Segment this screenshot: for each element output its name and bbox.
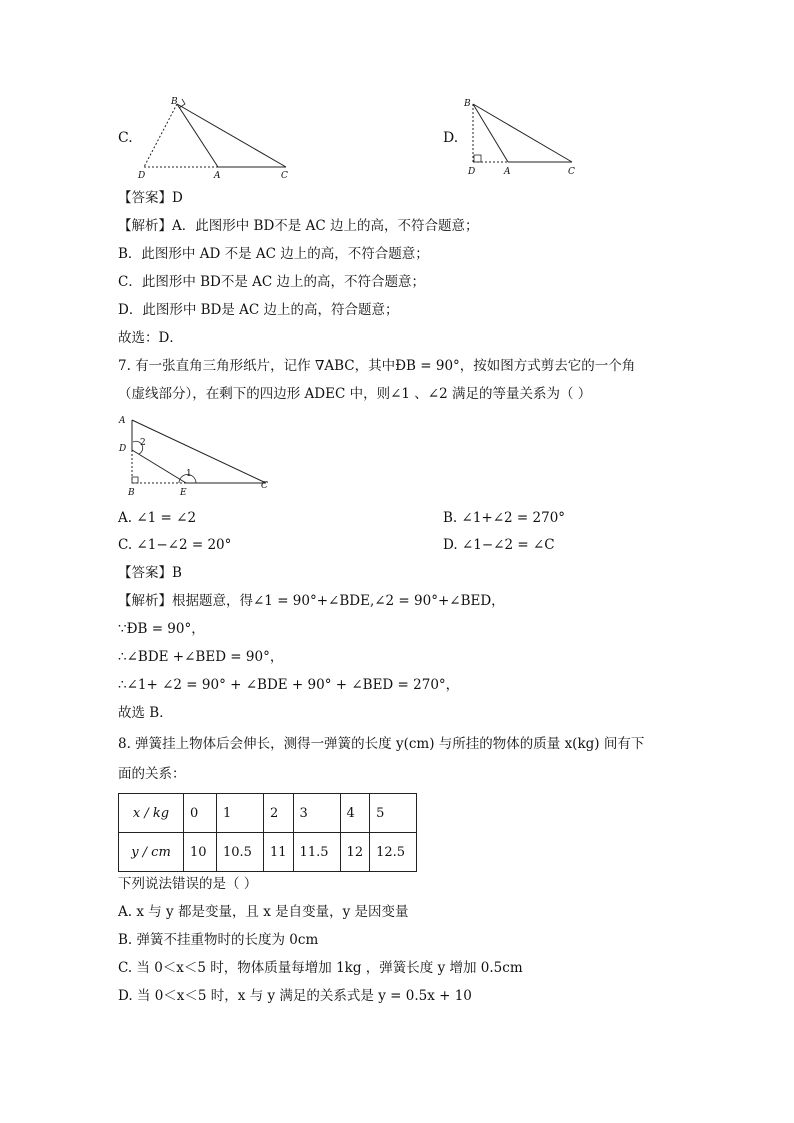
fig-d-point-b: B (464, 99, 471, 109)
q7-fig-point-d: D (119, 444, 127, 454)
table-row (119, 833, 417, 872)
q8-stem-line-1: 8. 弹簧挂上物体后会伸长，测得一弹簧的长度 y(cm) 与所挂的物体的质量 x(kg) 间有下 (118, 736, 645, 752)
table-cell: 10 (184, 833, 217, 872)
fig-c-point-d: D (138, 171, 146, 181)
q6-conclusion: 故选：D． (118, 330, 183, 346)
q6-answer: 【答案】D (118, 190, 183, 206)
table-cell: 10.5 (217, 833, 264, 872)
table-header-y: y / cm (119, 833, 184, 872)
q7-fig-point-e: E (180, 488, 187, 498)
q6-analysis-line-4: D．此图形中 BD是 AC 边上的高，符合题意； (118, 302, 399, 318)
option-d-label: D. (443, 130, 459, 146)
table-cell: 3 (293, 794, 340, 833)
figure-q7 (116, 412, 276, 500)
table-cell: 11 (264, 833, 294, 872)
q7-fig-angle-1: 1 (186, 469, 192, 479)
q8-option-d: D. 当 0＜x＜5 时，x 与 y 满足的关系式是 y = 0.5x + 10 (118, 988, 472, 1004)
q7-stem-line-2: （虚线部分），在剩下的四边形 ADEC 中，则∠1 、∠2 满足的等量关系为（ ） (118, 386, 592, 402)
q7-fig-point-b: B (128, 488, 135, 498)
q6-analysis-line-1: 【解析】A．此图形中 BD不是 AC 边上的高，不符合题意； (118, 218, 479, 234)
table-cell: 1 (217, 794, 264, 833)
q8-option-b: B. 弹簧不挂重物时的长度为 0cm (118, 932, 319, 948)
q8-stem-line-2: 面的关系： (118, 766, 186, 782)
fig-c-point-c: C (281, 171, 288, 181)
table-cell: 12 (340, 833, 370, 872)
q7-stem-line-1: 7. 有一张直角三角形纸片，记作 ∇ABC，其中ÐB = 90°，按如图方式剪去它的一个角 (118, 358, 636, 374)
q7-analysis-line-4: ∴∠1+ ∠2 = 90° + ∠BDE + 90° + ∠BED = 270°， (118, 677, 460, 693)
table-cell: 12.5 (370, 833, 417, 872)
fig-d-point-a: A (504, 167, 511, 177)
q7-answer: 【答案】B (118, 565, 182, 581)
fig-c-point-b: B (171, 97, 178, 107)
q8-question: 下列说法错误的是（ ） (118, 876, 258, 892)
table-row (119, 794, 417, 833)
table-cell: 0 (184, 794, 217, 833)
fig-d-point-c: C (568, 167, 575, 177)
fig-c-point-a: A (214, 171, 221, 181)
table-header-x: x / kg (119, 794, 184, 833)
table-cell: 2 (264, 794, 294, 833)
q7-option-b: B. ∠1+∠2 = 270° (443, 510, 566, 526)
figure-option-d (460, 94, 585, 182)
figure-option-c (136, 94, 296, 182)
q7-option-d: D. ∠1−∠2 = ∠C (443, 537, 555, 553)
q8-option-a: A. x 与 y 都是变量，且 x 是自变量，y 是因变量 (118, 904, 409, 920)
q7-option-a: A. ∠1 = ∠2 (118, 510, 197, 526)
q8-option-c: C. 当 0＜x＜5 时，物体质量每增加 1kg ，弹簧长度 y 增加 0.5cm (118, 960, 523, 976)
q7-analysis-line-3: ∴∠BDE +∠BED = 90°， (118, 649, 284, 665)
q6-analysis-line-2: B．此图形中 AD 不是 AC 边上的高，不符合题意； (118, 246, 429, 262)
q7-option-c: C. ∠1−∠2 = 20° (118, 537, 232, 553)
option-c-label: C. (118, 130, 133, 146)
fig-d-point-d: D (468, 167, 476, 177)
q7-fig-point-c: C (261, 481, 268, 491)
mass-length-table (118, 793, 417, 872)
table-cell: 4 (340, 794, 370, 833)
table-cell: 11.5 (293, 833, 340, 872)
q7-fig-angle-2: 2 (140, 438, 146, 448)
q7-conclusion: 故选 B． (118, 705, 173, 721)
q7-analysis-line-2: ∵ÐB = 90°， (118, 621, 205, 637)
q6-analysis-line-3: C．此图形中 BD不是 AC 边上的高，不符合题意； (118, 274, 426, 290)
q7-fig-point-a: A (119, 416, 126, 426)
q7-analysis-line-1: 【解析】根据题意，得∠1 = 90°+∠BDE,∠2 = 90°+∠BED， (118, 593, 505, 609)
table-cell: 5 (370, 794, 417, 833)
